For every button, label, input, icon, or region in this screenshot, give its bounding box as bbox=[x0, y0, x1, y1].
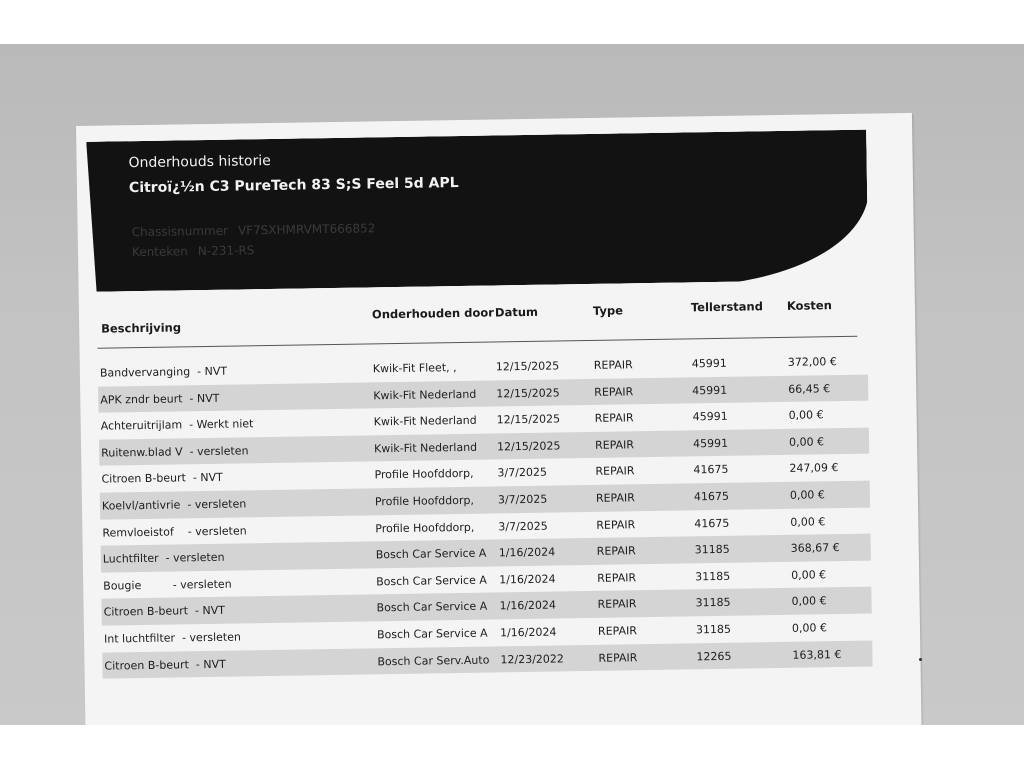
column-header-cost: Kosten bbox=[786, 298, 832, 313]
cell-cost: 0,00 € bbox=[791, 621, 828, 635]
cell-description: Bougie - versleten bbox=[103, 577, 232, 593]
cell-type: REPAIR bbox=[597, 597, 637, 612]
cell-serviced-by: Bosch Car Service A bbox=[375, 546, 487, 562]
cell-date: 1/16/2024 bbox=[499, 625, 557, 640]
cell-odometer: 45991 bbox=[692, 436, 729, 451]
cell-description: Achteruitrijlam - Werkt niet bbox=[100, 417, 254, 433]
cell-serviced-by: Kwik-Fit Nederland bbox=[373, 413, 477, 429]
cell-description: Bandvervanging - NVT bbox=[99, 364, 228, 380]
plate-value: N-231-RS bbox=[197, 243, 255, 259]
chassis-label: Chassisnummer bbox=[131, 223, 229, 240]
column-header-description: Beschrijving bbox=[101, 320, 182, 336]
document-title: Onderhouds historie bbox=[128, 152, 271, 172]
cell-type: REPAIR bbox=[597, 624, 638, 638]
cell-date: 12/15/2025 bbox=[496, 412, 561, 427]
cell-cost: 0,00 € bbox=[788, 435, 825, 449]
cell-type: REPAIR bbox=[595, 464, 635, 479]
cell-cost: 0,00 € bbox=[789, 488, 825, 502]
cell-odometer: 41675 bbox=[693, 463, 729, 477]
cell-serviced-by: Kwik-Fit Fleet, , bbox=[372, 361, 457, 376]
cell-odometer: 31185 bbox=[695, 596, 731, 610]
cell-serviced-by: Bosch Car Service A bbox=[376, 573, 487, 589]
cell-type: REPAIR bbox=[596, 517, 636, 532]
cell-type: REPAIR bbox=[593, 358, 633, 372]
cell-odometer: 31185 bbox=[694, 542, 730, 557]
cell-serviced-by: Kwik-Fit Nederland bbox=[373, 387, 477, 402]
cell-cost: 0,00 € bbox=[791, 568, 827, 582]
vehicle-name: Citroï¿½n C3 PureTech 83 S;S Feel 5d APL bbox=[128, 174, 459, 197]
cell-type: REPAIR bbox=[597, 571, 637, 585]
cell-date: 3/7/2025 bbox=[498, 519, 548, 533]
cell-type: REPAIR bbox=[596, 544, 636, 559]
column-header-date: Datum bbox=[494, 304, 539, 320]
photo-background bbox=[0, 44, 1024, 725]
cell-odometer: 31185 bbox=[695, 569, 731, 584]
cell-type: REPAIR bbox=[594, 438, 635, 452]
cell-description: Koelvl/antivrie - versleten bbox=[101, 497, 247, 513]
cell-date: 12/15/2025 bbox=[496, 439, 561, 454]
cell-serviced-by: Profile Hoofddorp, bbox=[374, 467, 474, 482]
cell-serviced-by: Profile Hoofddorp, bbox=[375, 520, 475, 535]
cell-description: Citroen B-beurt - NVT bbox=[103, 604, 226, 619]
cell-serviced-by: Bosch Car Service A bbox=[376, 626, 488, 642]
cell-type: REPAIR bbox=[594, 384, 634, 399]
cell-description: Int luchtfilter - versleten bbox=[103, 630, 241, 646]
cell-odometer: 45991 bbox=[692, 409, 728, 424]
cell-serviced-by: Bosch Car Serv.Auto bbox=[377, 653, 490, 668]
cell-odometer: 12265 bbox=[696, 649, 732, 663]
cell-odometer: 41675 bbox=[693, 489, 729, 504]
cell-odometer: 31185 bbox=[695, 622, 732, 637]
cell-cost: 66,45 € bbox=[788, 381, 831, 396]
license-plate bbox=[132, 243, 255, 259]
cell-date: 3/7/2025 bbox=[497, 492, 548, 507]
cell-description: Remvloeistof - versleten bbox=[102, 523, 247, 540]
cell-type: REPAIR bbox=[595, 491, 635, 505]
column-header-serviced-by: Onderhouden door bbox=[371, 305, 494, 322]
cell-serviced-by: Kwik-Fit Nederland bbox=[374, 440, 478, 456]
cell-date: 12/15/2025 bbox=[495, 359, 560, 374]
cell-type: REPAIR bbox=[594, 411, 634, 426]
maintenance-table bbox=[98, 348, 873, 679]
maintenance-document bbox=[76, 113, 922, 725]
speck bbox=[919, 658, 922, 661]
column-header-type: Type bbox=[592, 303, 624, 318]
cell-serviced-by: Bosch Car Service A bbox=[376, 599, 488, 615]
cell-date: 12/23/2022 bbox=[500, 651, 564, 666]
cell-description: Ruitenw.blad V - versleten bbox=[101, 444, 249, 460]
column-header-odometer: Tellerstand bbox=[690, 299, 764, 315]
cell-odometer: 45991 bbox=[691, 356, 727, 371]
cell-cost: 372,00 € bbox=[787, 355, 837, 369]
cell-date: 1/16/2024 bbox=[499, 572, 556, 587]
cell-description: Citroen B-beurt - NVT bbox=[101, 471, 223, 487]
cell-description: Luchtfilter - versleten bbox=[102, 550, 225, 566]
cell-cost: 0,00 € bbox=[791, 594, 827, 609]
cell-date: 1/16/2024 bbox=[498, 545, 556, 560]
cell-cost: 247,09 € bbox=[789, 461, 839, 476]
header-divider bbox=[97, 336, 857, 349]
cell-description: Citroen B-beurt - NVT bbox=[104, 657, 226, 673]
cell-date: 1/16/2024 bbox=[499, 598, 557, 613]
cell-serviced-by: Profile Hoofddorp, bbox=[374, 493, 475, 509]
cell-cost: 0,00 € bbox=[788, 408, 824, 423]
cell-cost: 368,67 € bbox=[790, 541, 840, 555]
cell-cost: 0,00 € bbox=[790, 514, 826, 529]
plate-label: Kenteken bbox=[131, 244, 188, 260]
cell-description: APK zndr beurt - NVT bbox=[100, 391, 220, 407]
cell-odometer: 45991 bbox=[692, 383, 728, 397]
cell-type: REPAIR bbox=[598, 650, 638, 665]
chassis-value: VF7SXHMRVMT666852 bbox=[237, 221, 376, 238]
cell-date: 12/15/2025 bbox=[496, 386, 560, 401]
cell-odometer: 41675 bbox=[694, 516, 730, 530]
cell-cost: 163,81 € bbox=[792, 647, 842, 662]
cell-date: 3/7/2025 bbox=[497, 466, 548, 480]
